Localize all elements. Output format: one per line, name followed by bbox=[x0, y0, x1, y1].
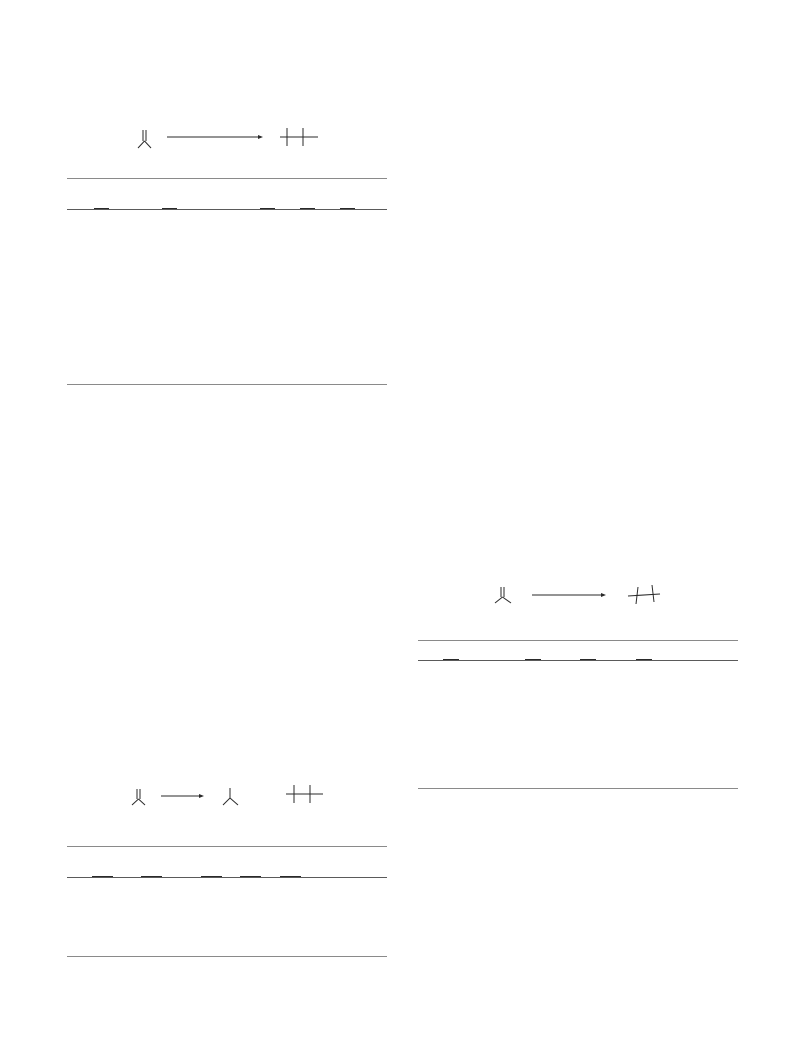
header-underline bbox=[92, 876, 113, 877]
header-underline bbox=[443, 659, 459, 660]
isobutane-structure bbox=[223, 788, 238, 805]
header-underline bbox=[280, 876, 301, 877]
table-2 bbox=[67, 846, 387, 961]
table-bottom-rule bbox=[67, 956, 387, 957]
table-top-rule bbox=[418, 640, 738, 641]
header-underline bbox=[260, 208, 275, 209]
table-header-rule bbox=[67, 209, 387, 210]
header-underline bbox=[94, 208, 109, 209]
header-underline bbox=[141, 876, 162, 877]
table-bottom-rule bbox=[418, 788, 738, 789]
table-header-rule bbox=[67, 877, 387, 878]
table-top-rule bbox=[67, 846, 387, 847]
reaction-scheme-1 bbox=[120, 120, 340, 160]
reaction-scheme-3 bbox=[480, 578, 680, 618]
isobutylene-structure bbox=[132, 789, 145, 805]
reaction-scheme-2 bbox=[120, 778, 340, 818]
branched-dimer-structure bbox=[628, 585, 660, 604]
table-bottom-rule bbox=[67, 384, 387, 385]
reaction-arrow bbox=[161, 794, 204, 798]
isobutylene-structure bbox=[495, 587, 511, 603]
header-underline bbox=[201, 876, 222, 877]
header-underline bbox=[340, 208, 355, 209]
header-underline bbox=[525, 659, 541, 660]
header-underline bbox=[240, 876, 261, 877]
header-underline bbox=[580, 659, 596, 660]
table-top-rule bbox=[67, 178, 387, 179]
table-header-rule bbox=[418, 660, 738, 661]
header-underline bbox=[300, 208, 315, 209]
table-3 bbox=[418, 640, 738, 792]
header-underline bbox=[162, 208, 177, 209]
reaction-arrow bbox=[532, 593, 606, 597]
dimer-structure bbox=[286, 785, 323, 803]
header-underline bbox=[636, 659, 652, 660]
reaction-arrow bbox=[167, 135, 263, 139]
isobutylene-structure bbox=[138, 130, 151, 148]
dimer-structure bbox=[280, 128, 318, 146]
table-1 bbox=[67, 178, 387, 388]
